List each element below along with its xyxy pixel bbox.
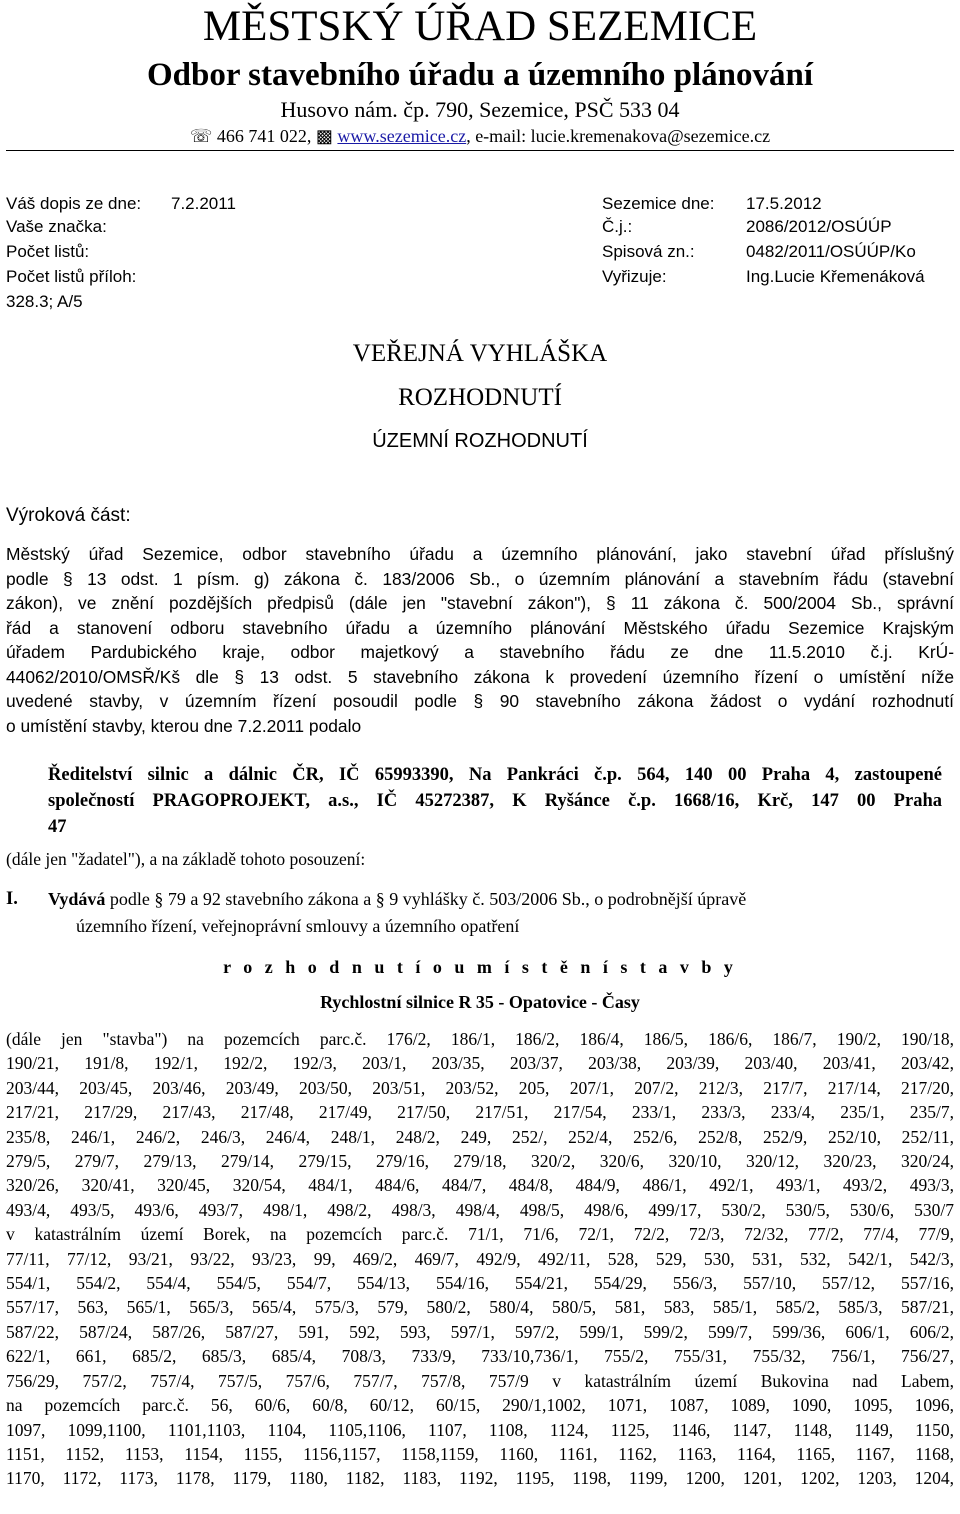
applicant-note: (dále jen "žadatel"), a na základě tohoto posouzení: <box>6 849 366 869</box>
item-numeral: I. <box>6 889 18 909</box>
parcels-line: 554/1, 554/2, 554/4, 554/5, 554/7, 554/13, 554/16, 554/21, 554/29, 556/3, 557/10, 557/12, 557/16, <box>6 1273 954 1294</box>
paragraph-line: podle § 13 odst. 1 písm. g) zákona č. 183/2006 Sb., o územním plánování a stavebním řádu (stavební <box>6 568 954 589</box>
item-verb: Vydává <box>48 889 106 909</box>
decision-heading: r o z h o d n u t í o u m í s t ě n í s t a v b y <box>223 957 737 977</box>
item-line1: podle § 79 a 92 stavebního zákona a § 9 vyhlášky č. 503/2006 Sb., o podrobnější úpravě <box>105 889 747 909</box>
public-notice-title: VEŘEJNÁ VYHLÁŠKA <box>352 340 608 367</box>
meta-right-label-3: Vyřizuje: <box>602 267 667 286</box>
applicant-line: společností PRAGOPROJEKT, a.s., IČ 45272387, K Ryšánce č.p. 1668/16, Krč, 147 00 Praha <box>48 791 942 811</box>
parcels-line: 557/17, 563, 565/1, 565/3, 565/4, 575/3, 579, 580/2, 580/4, 580/5, 581, 583, 585/1, 585/2, 585/3, 587/21, <box>6 1297 954 1318</box>
office-address: Husovo nám. čp. 790, Sezemice, PSČ 533 04 <box>280 97 680 122</box>
website-link[interactable]: www.sezemice.cz <box>337 126 467 146</box>
item-text <box>48 887 746 911</box>
parcels-line: 235/8, 246/1, 246/2, 246/3, 246/4, 248/1, 248/2, 249, 252/, 252/4, 252/6, 252/8, 252/9, 252/10, 252/11, <box>6 1126 954 1147</box>
meta-left-extra: 328.3; A/5 <box>6 292 83 311</box>
meta-right-value-2: 0482/2011/OSÚÚP/Ko <box>746 242 916 261</box>
meta-left-label-0: Váš dopis ze dne: <box>6 194 142 213</box>
parcels-line: 587/22, 587/24, 587/26, 587/27, 591, 592, 593, 597/1, 597/2, 599/1, 599/2, 599/7, 599/36, 606/1, 606/2, <box>6 1321 954 1342</box>
parcels-line: 1170, 1172, 1173, 1178, 1179, 1180, 1182, 1183, 1192, 1195, 1198, 1199, 1200, 1201, 1202, 1203, 1204, <box>6 1468 954 1489</box>
meta-right-value-0: 17.5.2012 <box>746 194 822 213</box>
meta-right-value-3: Ing.Lucie Křemenáková <box>746 267 925 286</box>
meta-right-label-2: Spisová zn.: <box>602 242 695 261</box>
territorial-decision-title: ÚZEMNÍ ROZHODNUTÍ <box>372 430 588 452</box>
meta-right-label-1: Č.j.: <box>602 217 633 236</box>
applicant-line: 47 <box>48 817 67 837</box>
paragraph-line: Městský úřad Sezemice, odbor stavebního úřadu a územního plánování, jako stavební úřad příslušný <box>6 544 954 564</box>
paragraph-line: úřadem Pardubického kraje, odbor majetkový a stavebního řádu ze dne 11.5.2010 č.j. KrÚ- <box>6 642 954 662</box>
paragraph-line: uvedené stavby, v územním řízení posoudil podle § 90 stavebního zákona žádost o vydání rozhodnutí <box>6 691 954 711</box>
meta-left-label-2: Počet listů: <box>6 242 90 261</box>
paragraph-line: řád a stanovení odboru stavebního úřadu a územního plánování Městského úřadu Sezemice Krajským <box>6 617 954 638</box>
phone-number: 466 741 022, <box>216 126 312 146</box>
section-label: Výroková část: <box>6 505 131 526</box>
telephone-icon: ☏ <box>189 126 213 146</box>
parcels-line: 493/4, 493/5, 493/6, 493/7, 498/1, 498/2, 498/3, 498/4, 498/5, 498/6, 499/17, 530/2, 530/5, 530/6, 530/7 <box>6 1199 954 1220</box>
email-text: , e-mail: lucie.kremenakova@sezemice.cz <box>466 126 771 146</box>
department-name: Odbor stavebního úřadu a územního plánování <box>147 57 813 93</box>
computer-icon: ▩ <box>315 126 333 146</box>
parcels-line: 1097, 1099,1100, 1101,1103, 1104, 1105,1106, 1107, 1108, 1124, 1125, 1146, 1147, 1148, 1149, 1150, <box>6 1419 954 1440</box>
item-line2: územního řízení, veřejnoprávní smlouvy a územního opatření <box>76 916 520 936</box>
parcels-paragraph <box>6 1027 954 1491</box>
meta-left-value-0: 7.2.2011 <box>171 194 236 213</box>
parcels-line: 279/5, 279/7, 279/13, 279/14, 279/15, 279/16, 279/18, 320/2, 320/6, 320/10, 320/12, 320/23, 320/24, <box>6 1151 954 1172</box>
parcels-line: (dále jen "stavba") na pozemcích parc.č. 176/2, 186/1, 186/2, 186/4, 186/5, 186/6, 186/7, 190/2, 190/18, <box>6 1029 954 1049</box>
paragraph-line: zákon), ve znění pozdějších předpisů (dále jen "stavební zákon"), § 11 zákona č. 500/2004 Sb., správní <box>6 593 954 613</box>
contact-line <box>0 124 960 148</box>
meta-right-value-1: 2086/2012/OSÚÚP <box>746 217 892 236</box>
header-divider <box>6 150 954 151</box>
parcels-line: 190/21, 191/8, 192/1, 192/2, 192/3, 203/1, 203/35, 203/37, 203/38, 203/39, 203/40, 203/41, 203/42, <box>6 1053 954 1074</box>
applicant-line: Ředitelství silnic a dálnic ČR, IČ 65993390, Na Pankráci č.p. 564, 140 00 Praha 4, zastoupené <box>48 765 942 785</box>
parcels-line: 1151, 1152, 1153, 1154, 1155, 1156,1157, 1158,1159, 1160, 1161, 1162, 1163, 1164, 1165, 1167, 1168, <box>6 1443 954 1464</box>
meta-right-label-0: Sezemice dne: <box>602 194 715 213</box>
decision-title: ROZHODNUTÍ <box>398 384 562 411</box>
parcels-line: 77/11, 77/12, 93/21, 93/22, 93/23, 99, 469/2, 469/7, 492/9, 492/11, 528, 529, 530, 531, 532, 542/1, 542/3, <box>6 1248 954 1269</box>
intro-paragraph <box>6 542 954 738</box>
applicant-block <box>48 762 942 840</box>
parcels-line: 756/29, 757/2, 757/4, 757/5, 757/6, 757/7, 757/8, 757/9 v katastrálním území Bukovina nad Labem, <box>6 1370 954 1391</box>
road-title: Rychlostní silnice R 35 - Opatovice - Časy <box>320 992 640 1012</box>
parcels-line: v katastrálním území Borek, na pozemcích parc.č. 71/1, 71/6, 72/1, 72/2, 72/3, 72/32, 77/2, 77/4, 77/9, <box>6 1224 954 1245</box>
meta-left-label-3: Počet listů příloh: <box>6 267 137 286</box>
parcels-line: 320/26, 320/41, 320/45, 320/54, 484/1, 484/6, 484/7, 484/8, 484/9, 486/1, 492/1, 493/1, 493/2, 493/3, <box>6 1175 954 1196</box>
parcels-line: 203/44, 203/45, 203/46, 203/49, 203/50, 203/51, 203/52, 205, 207/1, 207/2, 212/3, 217/7, 217/14, 217/20, <box>6 1077 954 1098</box>
parcels-line: na pozemcích parc.č. 56, 60/6, 60/8, 60/12, 60/15, 290/1,1002, 1071, 1087, 1089, 1090, 1095, 1096, <box>6 1395 954 1416</box>
parcels-line: 622/1, 661, 685/2, 685/3, 685/4, 708/3, 733/9, 733/10,736/1, 755/2, 755/31, 755/32, 756/1, 756/27, <box>6 1346 954 1367</box>
parcels-line: 217/21, 217/29, 217/43, 217/48, 217/49, 217/50, 217/51, 217/54, 233/1, 233/3, 233/4, 235/1, 235/7, <box>6 1102 954 1123</box>
office-name: MĚSTSKÝ ÚŘAD SEZEMICE <box>202 3 758 50</box>
paragraph-line: o umístění stavby, kterou dne 7.2.2011 podalo <box>6 715 362 736</box>
meta-left-label-1: Vaše značka: <box>6 217 107 236</box>
paragraph-line: 44062/2010/OMSŘ/Kš dle § 13 odst. 5 stavebního zákona k provedení územního řízení o umístění níže <box>6 666 954 687</box>
